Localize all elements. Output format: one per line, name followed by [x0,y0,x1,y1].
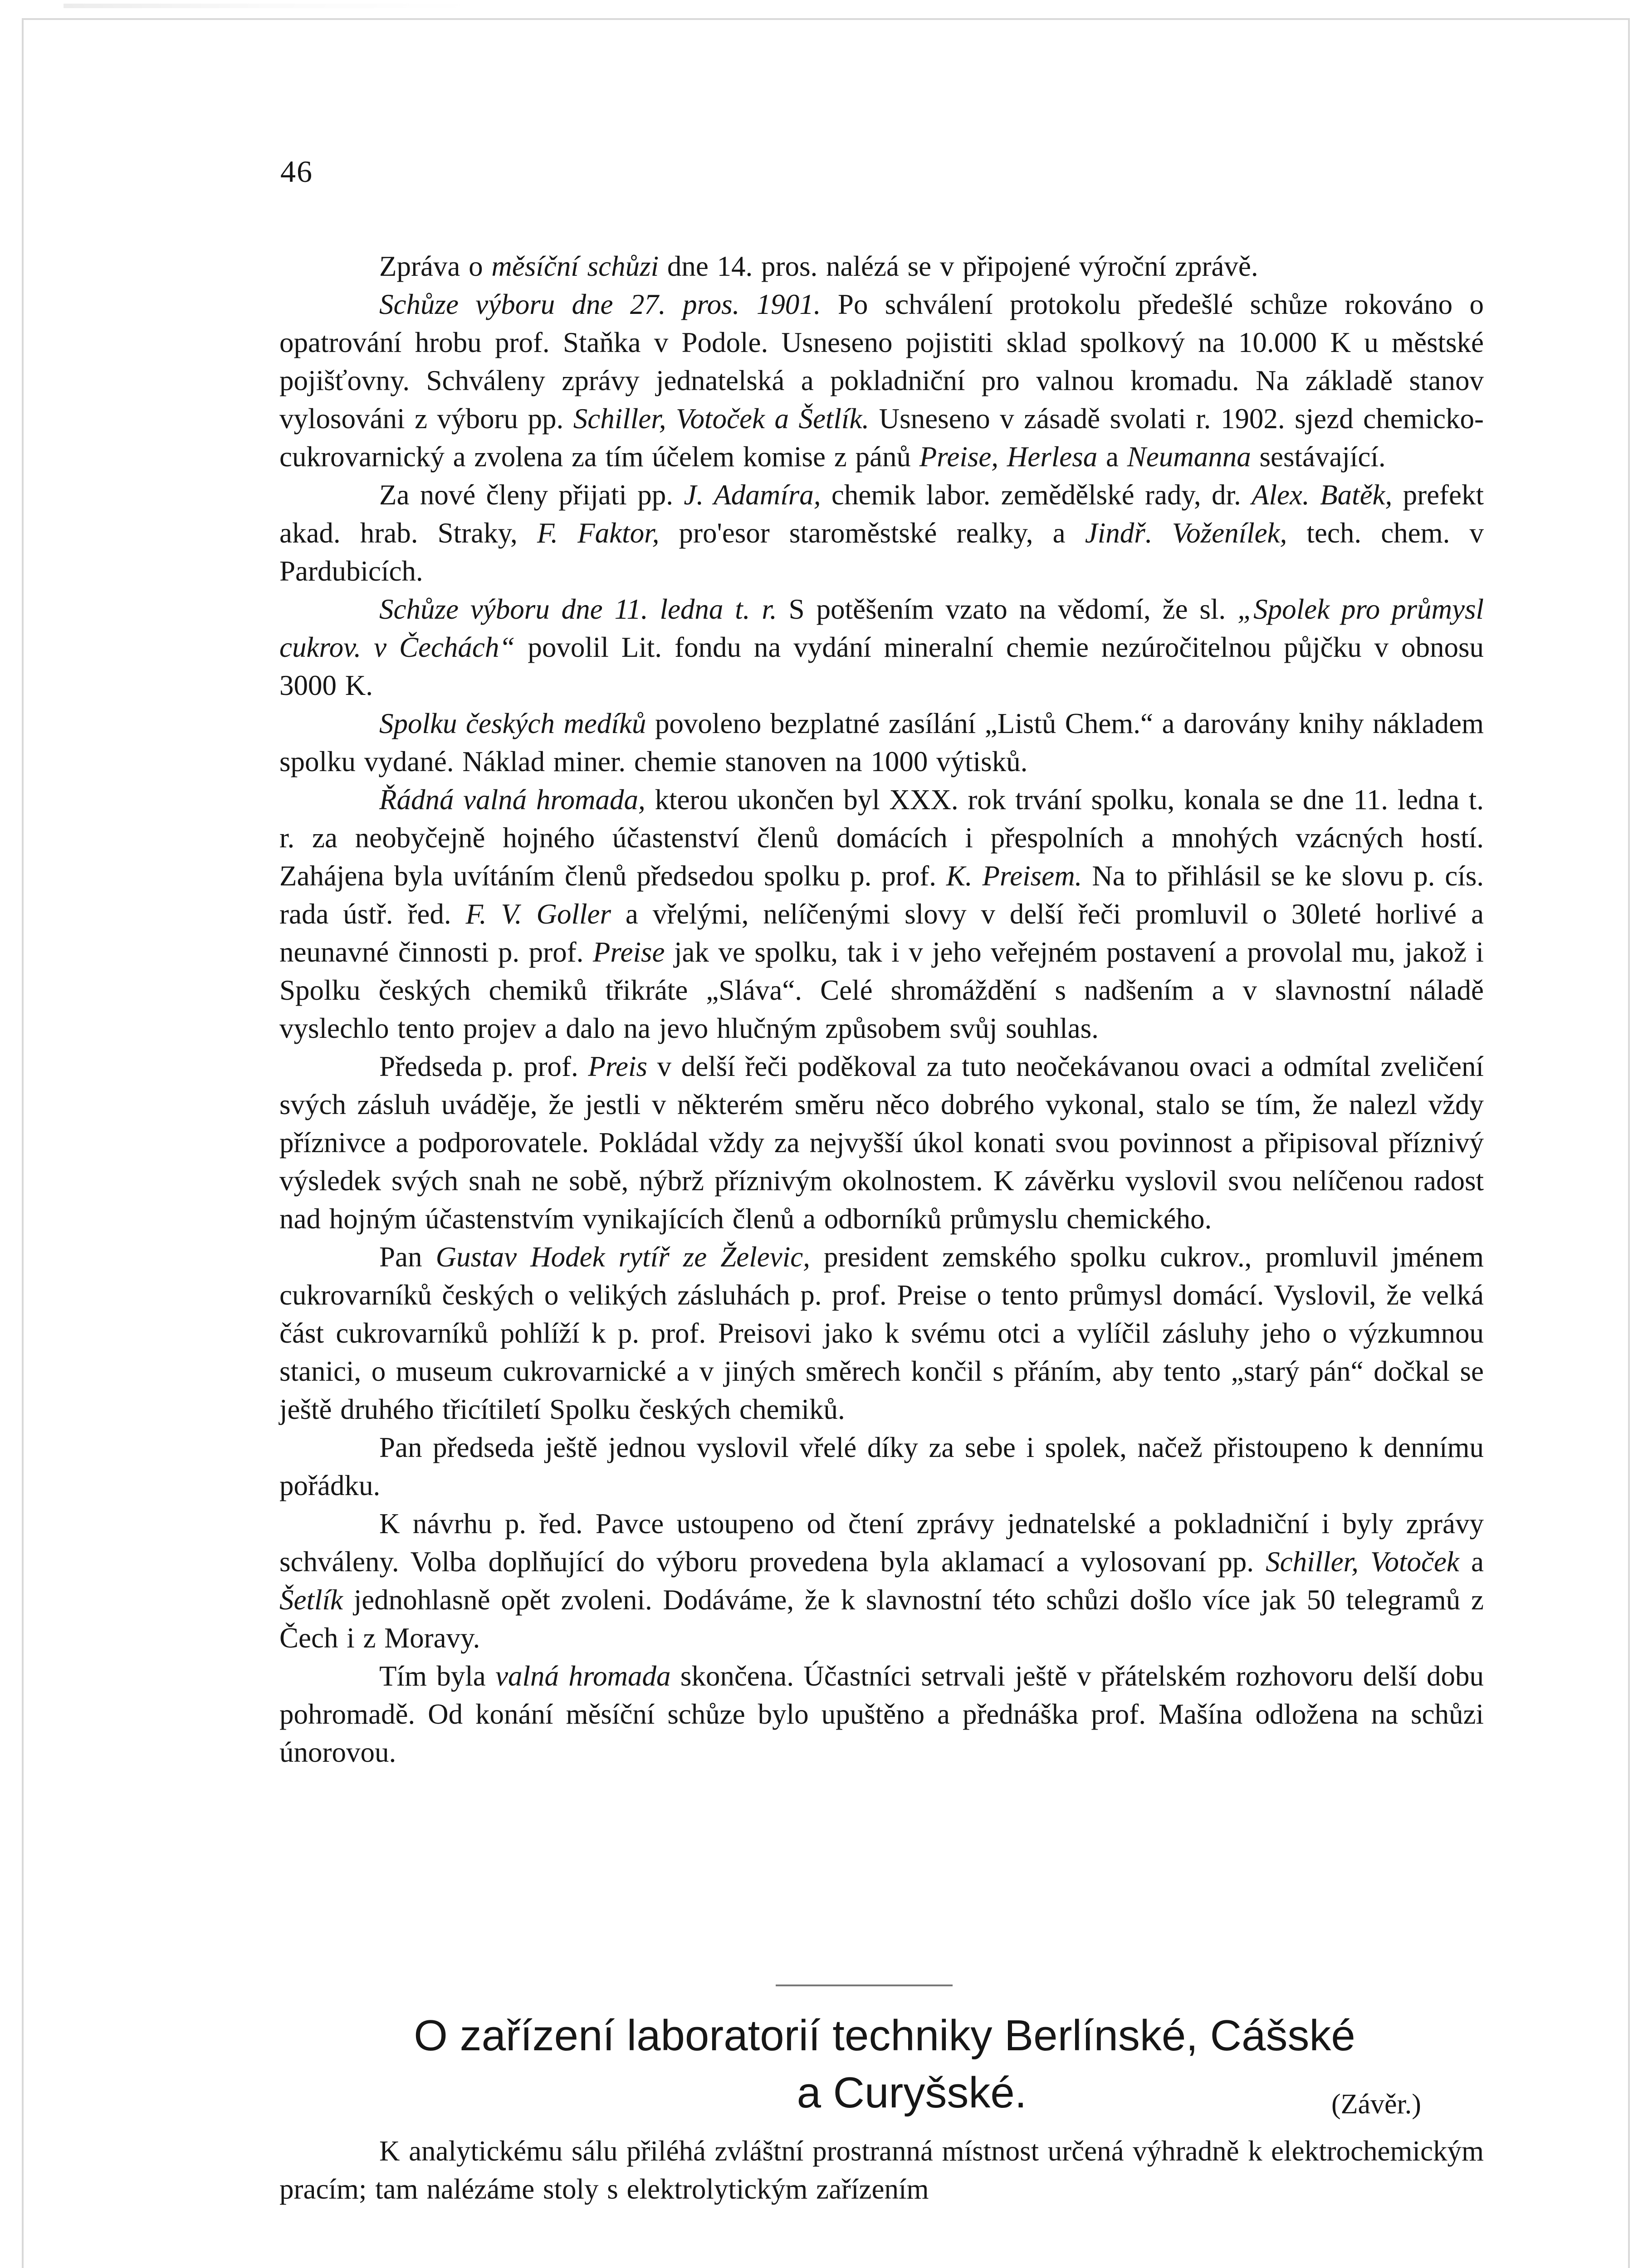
text-run: tech. chem. v Pardubicích. [279,517,1484,587]
text-run: a [1459,1546,1484,1578]
page-number: 46 [280,154,313,189]
text-run: skončena. Účastníci setrvali ještě v přátelském rozhovoru delší dobu pohromadě. Od konání měsíční schůze bylo upuštěno a přednáška prof. Mašína odložena na schůzi únorovou. [279,1660,1484,1768]
text-run: S potěšením vzato na vědomí, že sl. [777,593,1238,625]
italic-text-run: Spolku českých medíků [379,708,646,739]
italic-text-run: „Spolek pro průmysl cukrov. v Čechách“ [279,593,1484,663]
italic-text-run: Jindř. Voženílek, [1085,517,1287,549]
text-run: a vřelými, nelíčenými slovy v delší řeči promluvil o 30leté horlivé a neunavné činnosti p. prof. [279,898,1484,968]
italic-text-run: F. V. Goller [465,898,611,930]
paragraph-11 [279,1657,1484,1771]
paragraph-5 [279,704,1484,781]
italic-text-run: Neumanna [1127,441,1251,473]
paragraph-8 [279,1238,1484,1428]
paragraph-3 [279,476,1484,590]
text-run: sestávající. [1251,441,1386,473]
body-text [279,247,1484,1771]
article-first-paragraph: K analytickému sálu přiléhá zvláštní prostranná místnost určená výhradně k elektrochemickým pracím; tam nalézáme stoly s elektrolytickým zařízením [279,2135,1484,2205]
italic-text-run: F. Faktor, [537,517,660,549]
italic-text-run: K. Preisem. [946,860,1082,892]
paragraph-4 [279,590,1484,704]
text-run: Předseda p. prof. [379,1051,588,1082]
text-run: prefekt akad. hrab. Straky, [279,479,1484,549]
paragraph-10 [279,1505,1484,1657]
text-run: povoleno bezplatné zasílání „Listů Chem.“ a darovány knihy nákladem spolku vydané. Náklad miner. chemie stanoven na 1000 výtisků. [279,708,1484,777]
italic-text-run: Preise [592,936,665,968]
text-run: pro'esor staroměstské realky, a [659,517,1085,549]
text-run: chemik labor. zemědělské rady, dr. [821,479,1252,511]
text-run: Na to přihlásil se ke slovu p. cís. rada ústř. řed. [279,860,1484,930]
article-title-line-1: O zařízení laboratorií techniky Berlínské, Cášské [414,2011,1355,2060]
text-run: kterou ukončen byl XXX. rok trvání spolku, konala se dne 11. ledna t. r. za neobyčejně hojného účastenství členů domácích i přespolních a mnohých vzácných hostí. Zahájena byla uvítáním členů předsedou spolku p. prof. [279,784,1484,892]
text-run: K návrhu p. řed. Pavce ustoupeno od čtení zprávy jednatelské a pokladniční i byly zprávy schváleny. Volba doplňující do výboru provedena byla aklamací a vylosovaní pp. [279,1508,1484,1578]
text-run: a [1097,441,1127,473]
italic-text-run: Šetlík [279,1584,343,1616]
text-run: jak ve spolku, tak i v jeho veřejném postavení a provolal mu, jakož i Spolku českých chemiků třikráte „Sláva“. Celé shromáždění s nadšením a v slavnostní náladě vyslechlo tento projev a dalo na jevo hlučným způsobem svůj souhlas. [279,936,1484,1044]
text-run: Pan předseda ještě jednou vyslovil vřelé díky za sebe i spolek, načež přistoupeno k dennímu pořádku. [279,1432,1484,1501]
italic-text-run: měsíční schůzi [491,250,659,282]
italic-text-run: Schůze výboru dne 11. ledna t. r. [379,593,777,625]
article-title-line-2: a Curyšské. [797,2068,1027,2117]
text-run: Zpráva o [379,250,492,282]
article-heading [318,2007,1452,2121]
text-run: Pan [379,1241,436,1273]
paragraph-1 [279,247,1484,285]
text-run: Po schválení protokolu předešlé schůze rokováno o opatrování hrobu prof. Staňka v Podole. Usneseno pojistiti sklad spolkový na 10.000 K u městské pojišťovny. Schváleny zprávy jednatelská a pokladniční pro valnou kromadu. Na základě stanov vylosováni z výboru pp. [279,288,1484,435]
paragraph-7 [279,1047,1484,1238]
paragraph-6 [279,781,1484,1047]
italic-text-run: Alex. Batěk, [1252,479,1393,511]
text-run: president zemského spolku cukrov., promluvil jménem cukrovarníků českých o velikých zásluhách p. prof. Preise o tento průmysl domácí. Vyslovil, že velká část cukrovarníků pohlíží k p. prof. Preisovi jako k svému otci a vylíčil zásluhy jeho o výzkumnou stanici, o museum cukrovarnické a v jiných směrech končil s přáním, aby tento „starý pán“ dočkal se ještě druhého třicítiletí Spolku českých chemiků. [279,1241,1484,1425]
italic-text-run: Schiller, Votoček a Šetlík. [573,403,870,435]
italic-text-run: Preis [588,1051,647,1082]
continuation-note: (Závěr.) [1331,2089,1421,2120]
paragraph-2 [279,285,1484,476]
section-divider [776,1984,953,1986]
italic-text-run: valná hromada [495,1660,671,1692]
italic-text-run: Řádná valná hromada, [379,784,646,816]
text-run: jednohlasně opět zvoleni. Dodáváme, že k slavnostní této schůzi došlo více jak 50 telegramů z Čech i z Moravy. [279,1584,1484,1654]
italic-text-run: Gustav Hodek rytíř ze Želevic, [435,1241,810,1273]
italic-text-run: J. Adamíra, [684,479,821,511]
text-run: Usneseno v zásadě svolati r. 1902. sjezd chemicko-cukrovarnický a zvolena za tím účelem komise z pánů [279,403,1484,473]
text-run: povolil Lit. fondu na vydání mineralní chemie nezúročitelnou půjčku v obnosu 3000 K. [279,631,1484,701]
scan-edge-shadow [64,4,472,8]
text-run: dne 14. pros. nalézá se v připojené výroční zprávě. [659,250,1258,282]
text-run: v delší řeči poděkoval za tuto neočekávanou ovaci a odmítal zveličení svých zásluh uváděje, že jestli v některém směru něco dobrého vykonal, stalo se tím, že nalezl vždy příznivce a podporovatele. Pokládal vždy za nejvyšší úkol konati svou povinnost a připisoval příznivý výsledek svých snah ne sobě, nýbrž příznivým okolnostem. K závěrku vyslovil svou nelíčenou radost nad hojným účastenstvím vynikajících členů a odborníků průmyslu chemického. [279,1051,1484,1235]
text-run: Za nové členy přijati pp. [379,479,684,511]
paragraph-9 [279,1428,1484,1505]
text-run: Tím byla [379,1660,496,1692]
italic-text-run: Schůze výboru dne 27. pros. 1901. [379,288,821,320]
italic-text-run: Preise, Herlesa [919,441,1098,473]
italic-text-run: Schiller, Votoček [1266,1546,1459,1578]
